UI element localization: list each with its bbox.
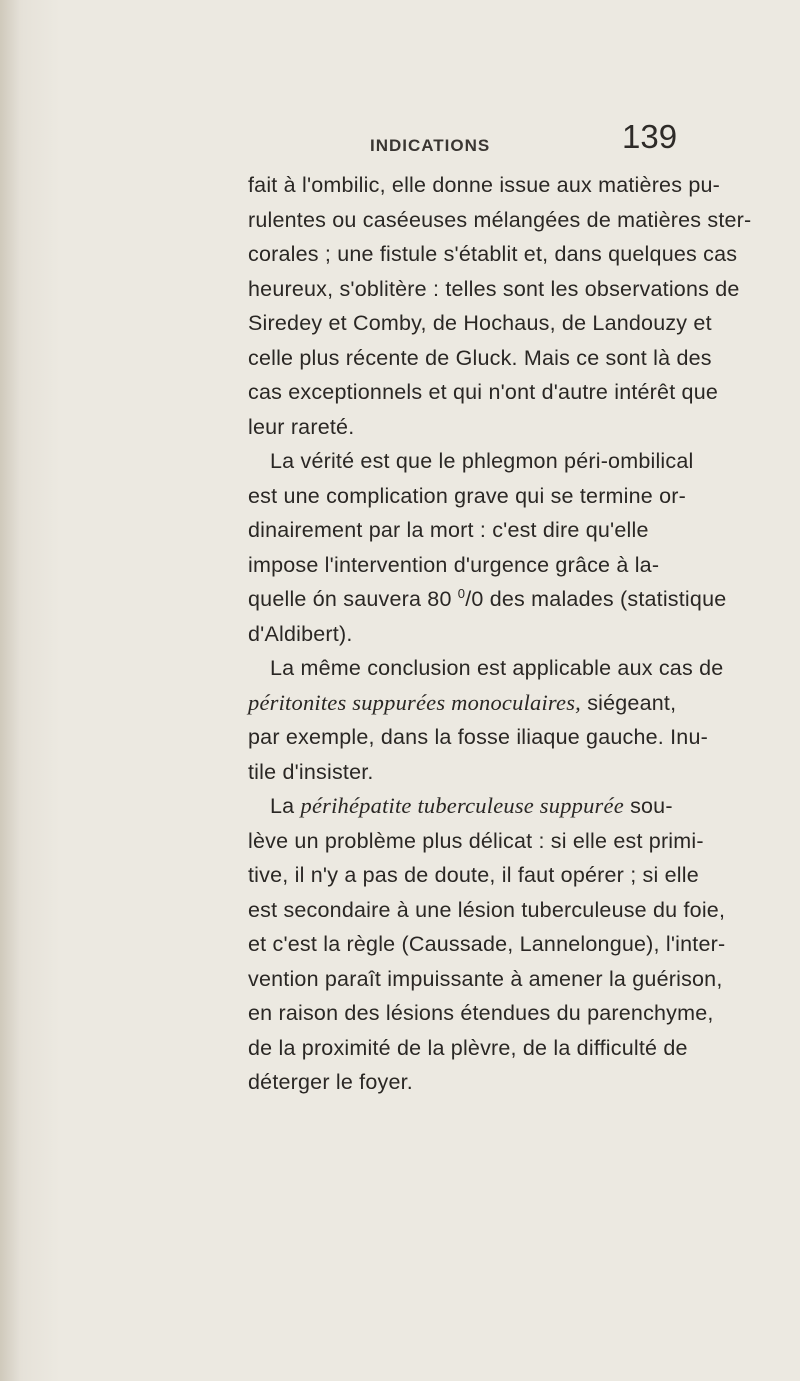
text-line: et c'est la règle (Caussade, Lannelongue), l'inter- xyxy=(248,932,726,956)
text-line: heureux, s'oblitère : telles sont les observations de xyxy=(248,276,740,301)
text-line-percent xyxy=(248,582,768,617)
text-line: est une complication grave qui se termine or- xyxy=(248,483,687,508)
body-text xyxy=(248,168,768,1100)
page-number: 139 xyxy=(622,118,678,155)
percent-superscript: 0 xyxy=(457,586,466,601)
text-segment: siégeant, xyxy=(581,690,677,715)
text-segment: sou- xyxy=(623,794,673,818)
italic-term: péritonites suppurées monoculaires, xyxy=(248,689,582,715)
text-line: vention paraît impuissante à amener la guérison, xyxy=(248,966,723,991)
text-line: corales ; une fistule s'établit et, dans quelques cas xyxy=(248,242,738,266)
text-line: rulentes ou caséeuses mélangées de matières ster- xyxy=(248,207,752,232)
text-line: Siredey et Comby, de Hochaus, de Landouzy et xyxy=(248,311,712,335)
text-line: de la proximité de la plèvre, de la difficulté de xyxy=(248,1035,688,1060)
text-line: en raison des lésions étendues du parenchyme, xyxy=(248,1001,714,1025)
paragraph-start-line: La même conclusion est applicable aux cas de xyxy=(270,656,724,680)
text-line: lève un problème plus délicat : si elle est primi- xyxy=(248,828,704,853)
text-line: impose l'intervention d'urgence grâce à la- xyxy=(248,552,660,577)
text-line: celle plus récente de Gluck. Mais ce sont là des xyxy=(248,345,712,370)
text-line: cas exceptionnels et qui n'ont d'autre intérêt que xyxy=(248,380,719,404)
text-line: tive, il n'y a pas de doute, il faut opérer ; si elle xyxy=(248,863,699,887)
text-line-italic xyxy=(248,686,768,721)
text-line: dinairement par la mort : c'est dire qu'elle xyxy=(248,518,649,542)
running-head: INDICATIONS xyxy=(370,136,491,155)
text-line: par exemple, dans la fosse iliaque gauche. Inu- xyxy=(248,725,708,749)
text-line: tile d'insister. xyxy=(248,759,374,784)
text-line: est secondaire à une lésion tuberculeuse du foie, xyxy=(248,897,726,922)
paragraph-start-line: La vérité est que le phlegmon péri-ombilical xyxy=(270,449,694,473)
paragraph-start-line-italic xyxy=(248,789,768,824)
text-line: leur rareté. xyxy=(248,414,355,439)
text-line: fait à l'ombilic, elle donne issue aux matières pu- xyxy=(248,173,721,197)
italic-term: périhépatite tuberculeuse suppurée xyxy=(300,793,624,818)
text-line: déterger le foyer. xyxy=(248,1070,413,1094)
text-segment: /0 des malades (statistique xyxy=(465,587,727,611)
text-line: d'Aldibert). xyxy=(248,621,353,646)
text-segment: La xyxy=(270,794,301,818)
page-gutter-shadow xyxy=(0,0,20,1381)
text-segment: quelle ón sauvera 80 xyxy=(248,587,458,611)
